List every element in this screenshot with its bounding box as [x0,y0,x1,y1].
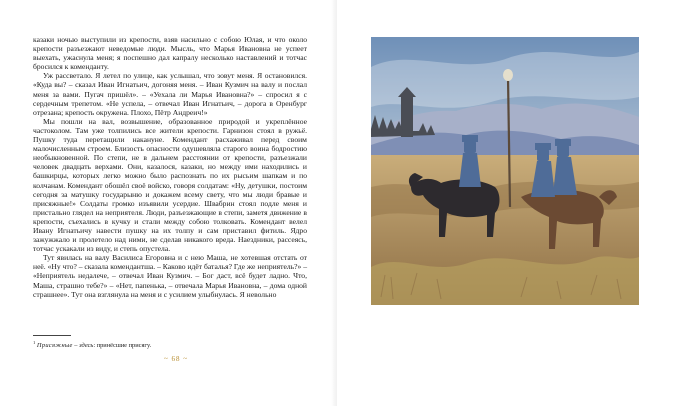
main-text [33,35,307,299]
watercolor-illustration [371,37,639,305]
skull [503,69,513,81]
page-number-value: 68 [171,355,181,363]
paragraph: Уж рассветало. Я летел по улице, как услышал, что зовут меня. Я остановился. «Куда вы? – сказал Иван Игнатьич, догоняя меня. – Иван Кузмич на валу и послал меня за вами. Пугач пришёл». – «Уехала ли Марья Ивановна?» – спросил я с сердечным трепетом. «Не успела, – отвечал Иван Игнатьич, – дорога в Оренбург отрезана; крепость окружена. Плохо, Пётр Андреич!» [33,71,307,117]
page-number: ~ 68 ~ [163,355,189,363]
footnote-rule [33,335,71,336]
riders-at-fortress-scene [371,37,639,305]
paragraph: казаки ночью выступили из крепости, взяв насильно с собою Юлая, и что около крепости разъезжают неведомые люди. Мысль, что Марья Ивановна не успеет выехать, ужаснула меня; я поспешно дал капралу несколько наставлений и тотчас бросился к коменданту. [33,35,307,72]
paragraph: Мы пошли на вал, возвышение, образованное природой и укреплённое частоколом. Там уже толпились все жители крепости. Гарнизон стоял в ружьё. Пушку туда перетащили накануне. Комендант расхаживал перед своим малочисленным строем. Близость опасности одушевляла старого воина бодростию необыкновенной. По степи, не в дальнем расстоянии от крепости, разъезжали человек двадцать верхами. Они, казалося, казаки, но между ими находились и башкирцы, которых легко можно было распознать по их рысьим шапкам и по колчанам. Комендант обошёл своё войско, говоря солдатам: «Ну, детушки, постоим сегодня за матушку государыню и докажем всему свету, что мы люди бравые и присяжные!» Солдаты громко изъявили усердие. Швабрин стоял подле меня и пристально глядел на неприятеля. Люди, разъезжающие в степи, заметя движение в крепости, съехались в кучку и стали между собою толковать. Комендант велел Ивану Игнатьичу навести пушку на их толпу и сам приставил фитиль. Ядро зажужжало и пролетело над ними, не сделав никакого вреда. Наездники, рассеясь, тотчас ускакали из виду, и степь опустела. [33,116,307,254]
footnote-mark: 1 [33,340,36,345]
footnote-term: Присяжные [36,342,73,350]
footnote-qualifier: здесь [79,342,94,350]
grass-foreground [371,256,639,305]
footnote: $^1$ Присяжные – здесь: принёсшие присягу. [33,340,152,350]
footnote-definition: принёсшие присягу. [96,342,152,350]
paragraph: Тут явилась на валу Василиса Егоровна и с нею Маша, не хотевшая отстать от неё. «Ну что? – сказала комендантша. – Каково идёт баталья? Где же неприятель?» – «Неприятель недалече, – отвечал Иван Кузмич. – Бог даст, всё будет ладно. Что, Маша, страшно тебе?» – «Нет, папенька, – отвечала Марья Ивановна, – дома одной страшнее». Тут она взглянула на меня и с усилием улыбнулась. Я невольно [33,253,307,299]
